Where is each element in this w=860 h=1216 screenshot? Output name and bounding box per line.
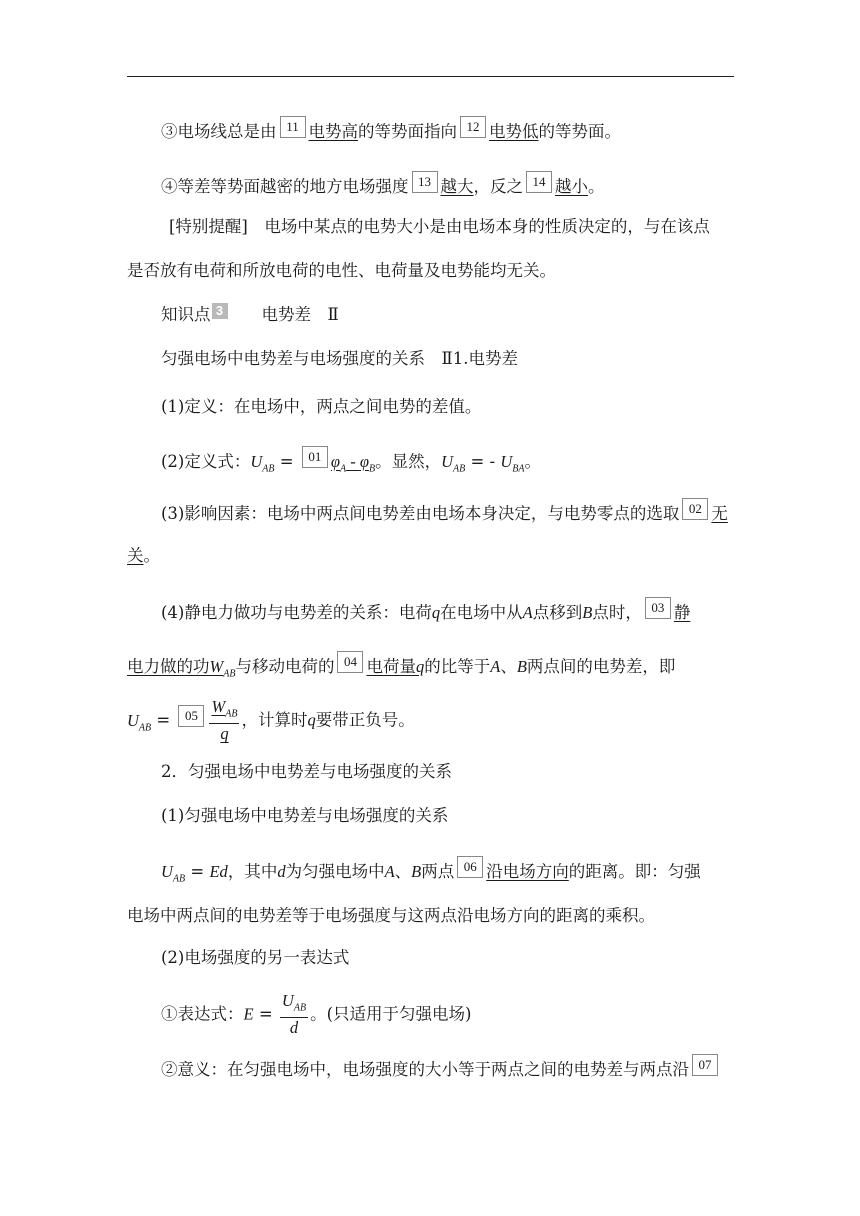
part2-sub1: (1)匀强电场中电势差与电场强度的关系 — [161, 806, 449, 825]
blank-number-05: 05 — [178, 705, 204, 727]
blank-number-07: 07 — [692, 1054, 718, 1076]
item4-mid: ，反之 — [473, 177, 523, 196]
rel-mid: ，其中 — [227, 862, 278, 881]
point-b-4: B — [411, 862, 422, 881]
item-3-line — [127, 116, 734, 144]
blank-number-13: 13 — [412, 171, 438, 193]
relation-line-2: 电场中两点间的电势差等于电场强度与这两点沿电场方向的距离的乘积。 — [127, 906, 655, 925]
work-l2-mid: 与移动电荷的 — [235, 657, 335, 676]
fraction-u-over-d: $\frac{U_{AB}}{d}$ — [281, 991, 307, 1038]
work-pre: (4)静电力做功与电势差的关系：电荷 — [161, 603, 432, 622]
charge-q-3: q — [307, 710, 316, 730]
factor-end: 。 — [143, 546, 160, 565]
rel-mid3: 两点 — [421, 862, 455, 881]
meaning-text: ②意义：在匀强电场中，电场强度的大小等于两点之间的电势差与两点沿 — [161, 1060, 689, 1079]
work-l2-post: 的比等于 — [424, 657, 491, 676]
item4-pre: ④等差等势面越密的地方电场强度 — [161, 177, 409, 196]
formula-pre: (2)定义式： — [161, 452, 251, 471]
expression-line — [127, 992, 734, 1038]
formula-end: 。 — [524, 452, 542, 471]
work-mid2: 点移到 — [532, 603, 583, 622]
rel-post: 的距离。即：匀强 — [568, 862, 701, 881]
relation-line-1 — [127, 856, 734, 891]
meaning-line — [127, 1054, 734, 1082]
charge-q: q — [431, 603, 441, 622]
u-ab-symbol: $U_{AB}$ — [250, 452, 275, 475]
blank-number-02: 02 — [682, 498, 708, 520]
answer-work-part-2: 电力做的功$W_{AB}$ — [127, 657, 236, 680]
part2-sub2: (2)电场强度的另一表达式 — [161, 948, 350, 967]
item3-mid: 的等势面指向 — [358, 122, 457, 141]
answer-work-part-1: 静 — [673, 603, 691, 622]
rel-mid2: 为匀强电场中 — [285, 862, 385, 881]
sep-4: 、 — [394, 862, 412, 881]
item-4-line — [127, 171, 734, 199]
work-l3-post: ，计算时 — [241, 710, 308, 730]
answer-larger: 越大 — [440, 177, 474, 196]
point-a-2: A — [490, 657, 501, 676]
definition-line: (1)定义：在电场中，两点之间电势的差值。 — [161, 397, 482, 416]
section-label: 知识点 — [161, 305, 211, 324]
item3-pre: ③电场线总是由 — [161, 122, 277, 141]
blank-number-12: 12 — [460, 116, 486, 138]
u-ba-symbol: $U_{BA}$ — [500, 452, 525, 475]
section-title: 电势差 Ⅱ — [261, 305, 339, 324]
answer-charge-amount: 电荷量q — [366, 657, 425, 676]
u-ab-symbol-4: $U_{AB}$ — [161, 862, 186, 885]
blank-number-06: 06 — [457, 856, 483, 878]
u-ab-symbol-3: $U_{AB}$ — [127, 710, 152, 733]
work-post: 点时， — [592, 603, 642, 622]
answer-high-potential: 电势高 — [308, 122, 358, 141]
section-heading — [127, 303, 734, 327]
factor-text: (3)影响因素：电场中两点间电势差由电场本身决定，与电势零点的选取 — [161, 504, 680, 523]
work-line-1 — [127, 597, 734, 625]
blank-number-14: 14 — [526, 171, 552, 193]
subtitle: 匀强电场中电势差与电场强度的关系 Ⅱ1.电势差 — [161, 349, 518, 368]
item4-post: 。 — [588, 177, 605, 196]
blank-number-01: 01 — [302, 446, 328, 468]
equals: = — [274, 452, 299, 471]
point-b-2: B — [516, 657, 527, 676]
reminder-line-1: [特别提醒] 电场中某点的电势大小是由电场本身的性质决定的，与在该点 — [169, 217, 710, 236]
field-e: E — [243, 1004, 254, 1024]
distance-d: d — [277, 862, 286, 881]
blank-number-03: 03 — [645, 597, 671, 619]
answer-low-potential: 电势低 — [489, 122, 539, 141]
work-line-3 — [127, 698, 734, 744]
work-l3-end: 要带正负号。 — [315, 710, 415, 730]
answer-along-field: 沿电场方向 — [486, 862, 569, 881]
point-a: A — [522, 603, 533, 622]
expr-pre: ①表达式： — [161, 1004, 244, 1024]
equals-5: = — [253, 1004, 278, 1024]
equals-negative: = - — [465, 452, 501, 471]
ed-symbol: Ed — [209, 862, 228, 881]
factor-line-2 — [127, 544, 734, 568]
u-ab-symbol-2: $U_{AB}$ — [441, 452, 466, 475]
work-mid: 在电场中从 — [440, 603, 523, 622]
blank-number-04: 04 — [337, 651, 363, 673]
work-line-2 — [127, 651, 734, 686]
answer-phi-difference: $\varphi_A - \varphi_B$ — [330, 452, 376, 475]
reminder-line-2: 是否放有电荷和所放电荷的电性、电荷量及电势能均无关。 — [127, 261, 556, 280]
sep: 、 — [500, 657, 517, 676]
factor-line-1 — [127, 498, 734, 526]
expr-post: 。(只适用于匀强电场) — [310, 1004, 472, 1024]
definition-formula-line — [127, 446, 734, 481]
point-b: B — [582, 603, 593, 622]
point-a-4: A — [384, 862, 395, 881]
work-l2-end: 两点间的电势差，即 — [526, 657, 676, 676]
answer-fraction-w-over-q: $\frac{W_{AB}}{q}$ — [211, 697, 238, 744]
blank-number-11: 11 — [280, 116, 306, 138]
equals-4: = — [185, 862, 210, 881]
section-number-badge: 3 — [212, 303, 228, 319]
equals-3: = — [151, 710, 176, 730]
item3-post: 的等势面。 — [538, 122, 621, 141]
formula-post: 。显然， — [375, 452, 442, 471]
answer-irrelevant-part-2: 关 — [127, 546, 144, 565]
answer-smaller: 越小 — [555, 177, 588, 196]
part2-heading: 2．匀强电场中电势差与电场强度的关系 — [161, 762, 452, 781]
answer-irrelevant-part-1: 无 — [711, 504, 728, 523]
top-rule — [127, 76, 734, 77]
